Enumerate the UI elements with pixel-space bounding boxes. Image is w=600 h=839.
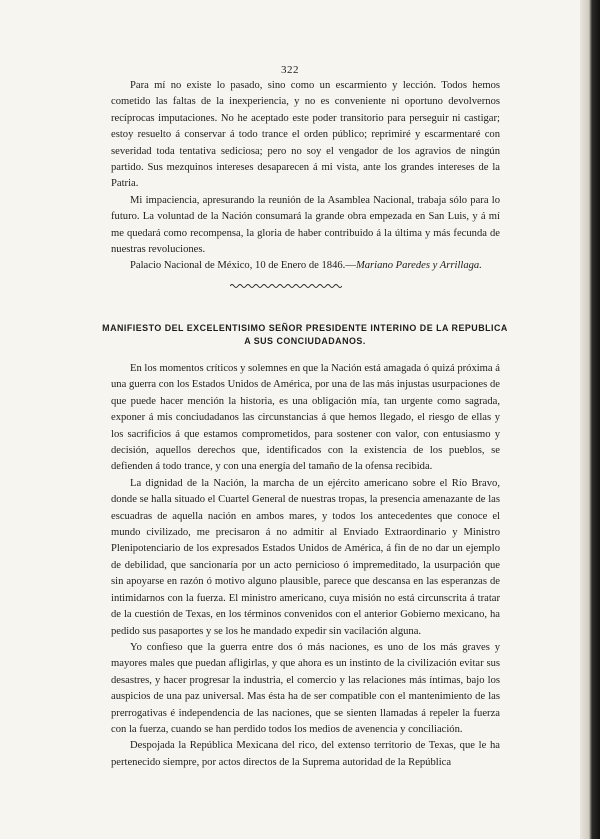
section-heading	[100, 322, 510, 348]
place-date: Palacio Nacional de México, 10 de Enero de 1846.—	[130, 260, 356, 272]
paragraph: Para mí no existe lo pasado, sino como un escarmiento y lección. Todos hemos cometido las faltas de la inexperiencia, y no es conveniente ni oportuno devolvernos recíprocas imputaciones. No he aceptado este poder transitorio para perseguir ni castigar; estoy resuelto á conservar á todo trance el orden público; reprimiré y escarmentaré con severidad toda tentativa sediciosa; pero no soy el vengador de los agravios de ningún partido. Sus mezquinos intereses desaparecen á mi vista, ante los grandes intereses de la Patria.	[111, 80, 500, 190]
paragraph: La dignidad de la Nación, la marcha de un ejército americano sobre el Río Bravo, donde se halla situado el Cuartel General de nuestras tropas, la presencia amenazante de las escuadras de aquella nación en ambos mares, y todos los antecedentes que conoce el mundo civilizado, me precisaron á no admitir al Enviado Extraordinario y Ministro Plenipotenciario de los expresados Estados Unidos de América, á fin de no dar un ejemplo de debilidad, que sancionaría por un acto pernicioso ó impremeditado, la usurpación que sin apoyarse en razón ó motivo alguno plausible, parece que descansa en las esperanzas de intimidarnos con la fuerza. El ministro americano, cuya misión no está circunscrita á tratar de la cuestión de Texas, en los términos convenidos con el anterior Gobierno mexicano, ha pedido sus pasaportes y se los he mandado expedir sin vacilación alguna.	[111, 477, 500, 637]
decorative-divider	[230, 282, 342, 290]
paragraph: Despojada la República Mexicana del rico, del extenso territorio de Texas, que le ha pertenecido siempre, por actos directos de la Suprema autoridad de la República	[111, 740, 500, 768]
manifesto-text-block	[111, 361, 500, 771]
signature: Mariano Paredes y Arrillaga.	[355, 260, 482, 272]
heading-line: MANIFIESTO DEL EXCELENTISIMO SEÑOR PRESIDENTE INTERINO DE LA REPUBLICA	[102, 323, 508, 333]
paragraph: Yo confieso que la guerra entre dos ó más naciones, es uno de los más graves y mayores males que puedan afligirlas, y que ahora es un instinto de la civilización evitar sus desastres, y hacer progresar la industria, el comercio y las relaciones más íntimas, bajo los auspicios de una paz universal. Mas ésta ha de ser compatible con el mantenimiento de las prerrogativas é independencia de las naciones, que se sienten llamadas á repeler la fuerza con la fuerza, cuando se han perdido todos los medios de avenencia y conciliación.	[111, 641, 500, 735]
paragraph: Mi impaciencia, apresurando la reunión de la Asamblea Nacional, trabaja sólo para lo futuro. La voluntad de la Nación consumará la grande obra empezada en San Luis, y á mí me quedará como recompensa, la gloria de haber contribuido á la última y más fecunda de nuestras revoluciones.	[111, 194, 500, 256]
heading-line: A SUS CONCIUDADANOS.	[244, 336, 366, 346]
closing-text-block	[111, 78, 500, 275]
date-line	[111, 258, 500, 274]
paragraph: En los momentos críticos y solemnes en que la Nación está amagada ó quizá próxima á una guerra con los Estados Unidos de América, por una de las más injustas usurpaciones de que puede hacer mención la historia, es una obligación mía, tan urgente como sagrada, exponer á mis conciudadanos las circunstancias á que hemos llegado, el riesgo de ellas y los sacrificios á que estamos comprometidos, para sostener con valor, con entusiasmo y decisión, aquellos derechos que, identificados con la existencia de los pueblos, se defienden á todo trance, y con una energía del tamaño de la ofensa recibida.	[111, 363, 500, 473]
book-binding-edge	[580, 0, 600, 839]
page-number: 322	[281, 64, 299, 76]
